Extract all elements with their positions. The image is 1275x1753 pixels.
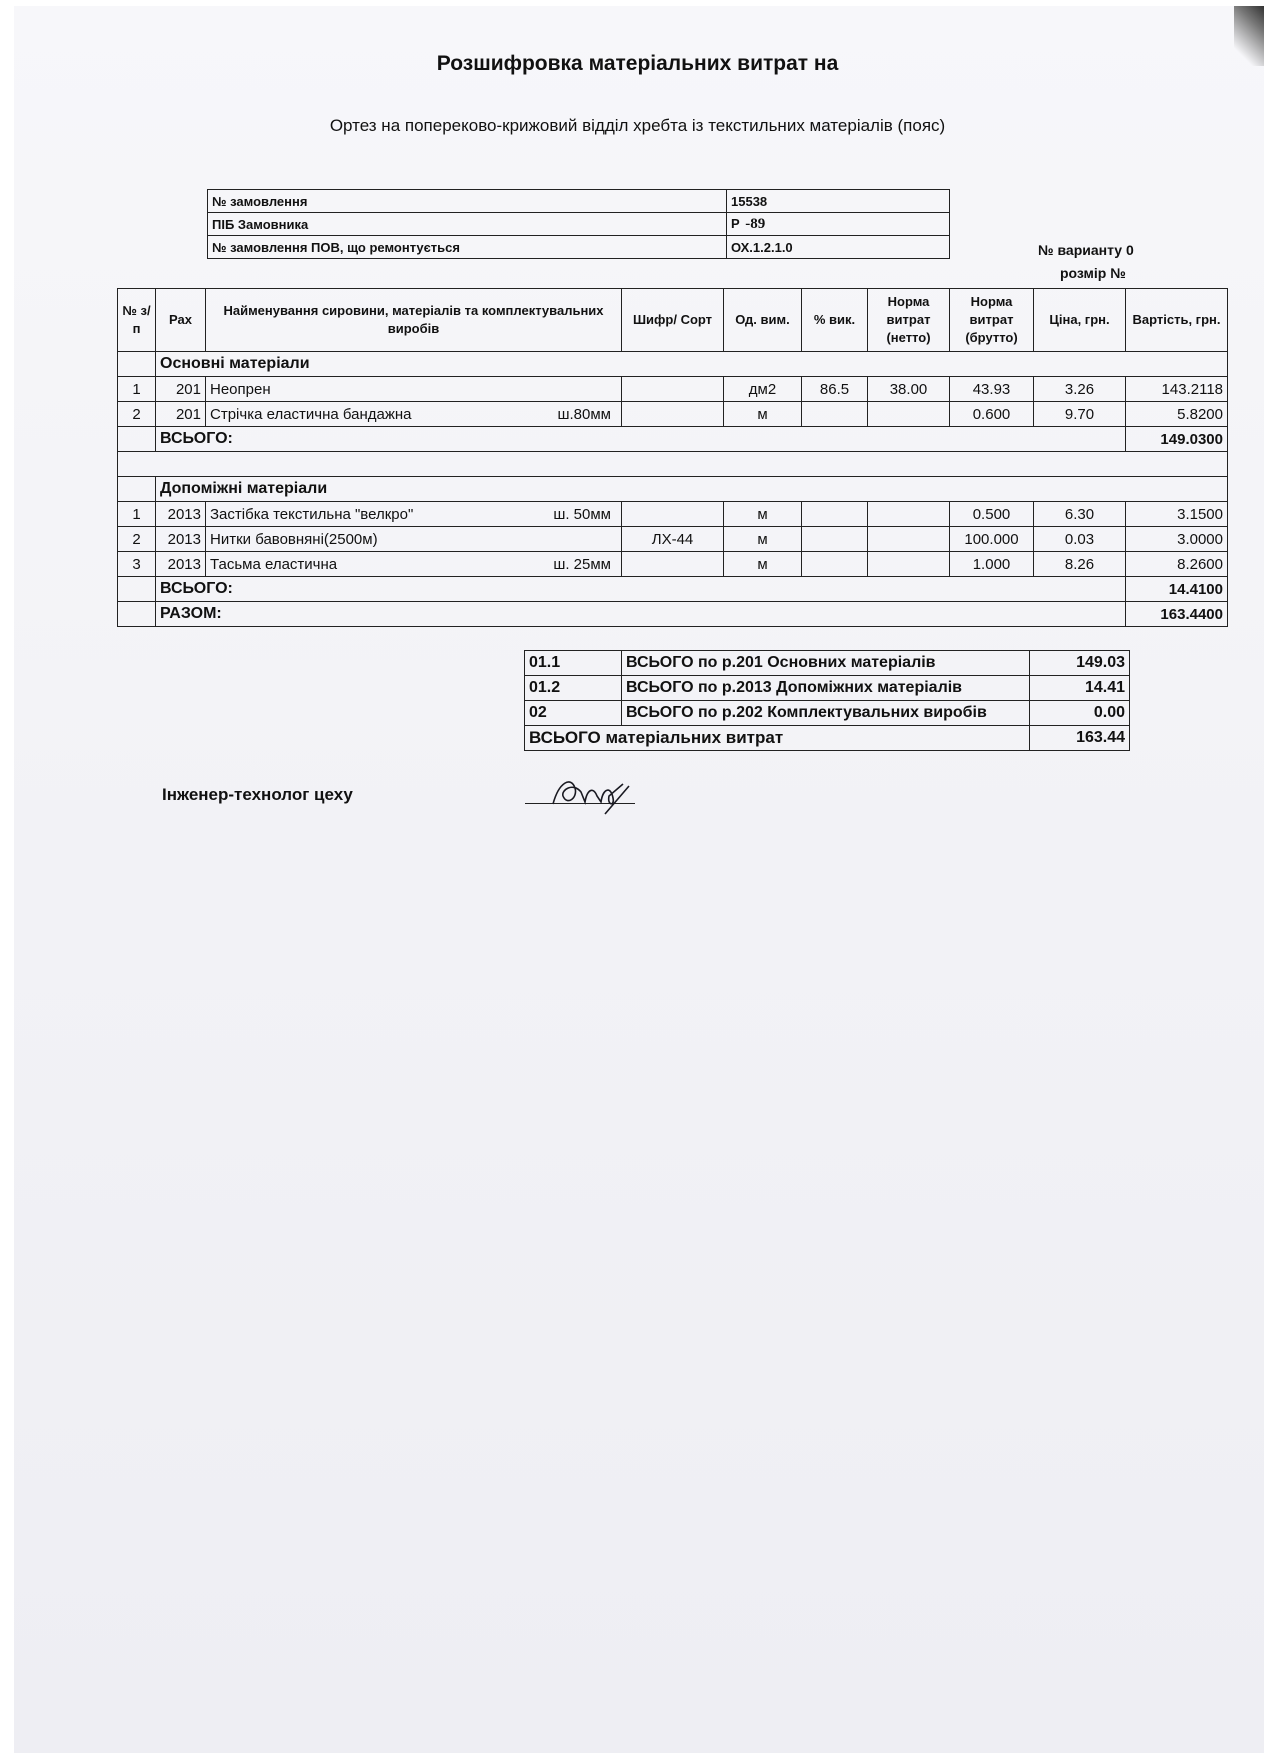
summary-code: 01.2 bbox=[525, 676, 622, 701]
row-price: 3.26 bbox=[1034, 377, 1126, 402]
row-name-text: Стрічка еластична бандажна bbox=[210, 405, 412, 423]
row-unit: м bbox=[724, 527, 802, 552]
row-rah: 201 bbox=[156, 377, 206, 402]
row-code bbox=[622, 502, 724, 527]
col-net: Норма витрат (нетто) bbox=[868, 289, 950, 352]
section-total-value: 149.0300 bbox=[1126, 427, 1228, 452]
row-name-text: Тасьма еластична bbox=[210, 555, 338, 573]
row-name bbox=[206, 527, 622, 552]
row-gross: 0.600 bbox=[950, 402, 1034, 427]
row-code bbox=[622, 552, 724, 577]
row-unit: м bbox=[724, 402, 802, 427]
row-rah: 201 bbox=[156, 402, 206, 427]
summary-value: 149.03 bbox=[1030, 651, 1130, 676]
row-note: ш. 25мм bbox=[553, 555, 611, 573]
summary-code: 02 bbox=[525, 701, 622, 726]
section-title-row bbox=[118, 352, 1228, 377]
row-name bbox=[206, 402, 622, 427]
variant-number: № варианту 0 bbox=[1038, 242, 1134, 258]
row-cost: 3.1500 bbox=[1126, 502, 1228, 527]
row-code bbox=[622, 402, 724, 427]
materials-table bbox=[117, 288, 1228, 627]
section-total-label: ВСЬОГО: bbox=[156, 427, 1126, 452]
table-row bbox=[118, 402, 1228, 427]
grand-total-value: 163.4400 bbox=[1126, 602, 1228, 627]
col-num: № з/п bbox=[118, 289, 156, 352]
section-title-row bbox=[118, 477, 1228, 502]
table-row bbox=[118, 502, 1228, 527]
summary-total-row bbox=[525, 726, 1130, 751]
summary-total-label: ВСЬОГО матеріальних витрат bbox=[525, 726, 1030, 751]
row-rah: 2013 bbox=[156, 527, 206, 552]
document-subtitle: Ортез на попереково-крижовий відділ хребта із текстильних матеріалів (пояс) bbox=[329, 116, 946, 135]
row-num: 1 bbox=[118, 377, 156, 402]
row-price: 0.03 bbox=[1034, 527, 1126, 552]
table-row bbox=[118, 552, 1228, 577]
customer-value bbox=[727, 213, 950, 236]
col-cost: Вартість, грн. bbox=[1126, 289, 1228, 352]
row-cost: 8.2600 bbox=[1126, 552, 1228, 577]
row-rah: 2013 bbox=[156, 502, 206, 527]
col-unit: Од. вим. bbox=[724, 289, 802, 352]
row-net bbox=[868, 552, 950, 577]
order-value: 15538 bbox=[727, 190, 950, 213]
row-price: 6.30 bbox=[1034, 502, 1126, 527]
section-total-label: ВСЬОГО: bbox=[156, 577, 1126, 602]
section-total-row bbox=[118, 427, 1228, 452]
row-price: 9.70 bbox=[1034, 402, 1126, 427]
row-gross: 43.93 bbox=[950, 377, 1034, 402]
row-unit: дм2 bbox=[724, 377, 802, 402]
table-row bbox=[118, 527, 1228, 552]
summary-value: 0.00 bbox=[1030, 701, 1130, 726]
row-cost: 3.0000 bbox=[1126, 527, 1228, 552]
row-num: 2 bbox=[118, 402, 156, 427]
row-note: ш. 50мм bbox=[553, 505, 611, 523]
row-net bbox=[868, 502, 950, 527]
spacer-row bbox=[118, 452, 1228, 477]
handwritten-signature bbox=[545, 762, 645, 822]
pov-label: № замовлення ПОВ, що ремонтується bbox=[208, 236, 727, 259]
row-price: 8.26 bbox=[1034, 552, 1126, 577]
summary-total-value: 163.44 bbox=[1030, 726, 1130, 751]
row-note: ш.80мм bbox=[557, 405, 611, 423]
row-name-text: Неопрен bbox=[210, 380, 271, 398]
col-gross: Норма витрат (брутто) bbox=[950, 289, 1034, 352]
table-header bbox=[118, 289, 1228, 352]
customer-label: ПІБ Замовника bbox=[208, 213, 727, 236]
row-net bbox=[868, 402, 950, 427]
section-aux-title: Допоміжні матеріали bbox=[156, 477, 1228, 502]
customer-row bbox=[208, 213, 950, 236]
row-yield bbox=[802, 527, 868, 552]
row-net bbox=[868, 527, 950, 552]
order-info-table bbox=[207, 189, 950, 259]
row-num: 2 bbox=[118, 527, 156, 552]
signature-label: Інженер-технолог цеху bbox=[162, 785, 353, 804]
row-name-text: Нитки бавовняні(2500м) bbox=[210, 530, 378, 548]
section-main-title: Основні матеріали bbox=[156, 352, 1228, 377]
row-gross: 100.000 bbox=[950, 527, 1034, 552]
row-yield bbox=[802, 502, 868, 527]
summary-code: 01.1 bbox=[525, 651, 622, 676]
summary-row bbox=[525, 651, 1130, 676]
table-row bbox=[118, 377, 1228, 402]
col-code: Шифр/ Сорт bbox=[622, 289, 724, 352]
row-name bbox=[206, 502, 622, 527]
order-label: № замовлення bbox=[208, 190, 727, 213]
summary-label: ВСЬОГО по р.2013 Допоміжних матеріалів bbox=[622, 676, 1030, 701]
row-num: 3 bbox=[118, 552, 156, 577]
row-net: 38.00 bbox=[868, 377, 950, 402]
summary-label: ВСЬОГО по р.201 Основних матеріалів bbox=[622, 651, 1030, 676]
row-code: ЛХ-44 bbox=[622, 527, 724, 552]
col-rah: Рах bbox=[156, 289, 206, 352]
size-number: розмір № bbox=[1060, 265, 1126, 281]
row-name-text: Застібка текстильна "велкро" bbox=[210, 505, 414, 523]
section-total-value: 14.4100 bbox=[1126, 577, 1228, 602]
summary-label: ВСЬОГО по р.202 Комплектувальних виробів bbox=[622, 701, 1030, 726]
col-name: Найменування сировини, матеріалів та комплектувальних виробів bbox=[206, 289, 622, 352]
row-num: 1 bbox=[118, 502, 156, 527]
col-yield: % вик. bbox=[802, 289, 868, 352]
grand-total-row bbox=[118, 602, 1228, 627]
row-gross: 1.000 bbox=[950, 552, 1034, 577]
row-unit: м bbox=[724, 502, 802, 527]
section-total-row bbox=[118, 577, 1228, 602]
order-row bbox=[208, 190, 950, 213]
row-gross: 0.500 bbox=[950, 502, 1034, 527]
pov-row bbox=[208, 236, 950, 259]
row-cost: 143.2118 bbox=[1126, 377, 1228, 402]
customer-number: -89 bbox=[745, 215, 766, 232]
summary-row bbox=[525, 676, 1130, 701]
summary-row bbox=[525, 701, 1130, 726]
col-price: Ціна, грн. bbox=[1034, 289, 1126, 352]
row-code bbox=[622, 377, 724, 402]
summary-table bbox=[524, 650, 1130, 751]
row-yield bbox=[802, 402, 868, 427]
row-name bbox=[206, 552, 622, 577]
row-name bbox=[206, 377, 622, 402]
row-yield: 86.5 bbox=[802, 377, 868, 402]
row-unit: м bbox=[724, 552, 802, 577]
customer-initial: Р bbox=[731, 215, 740, 231]
row-cost: 5.8200 bbox=[1126, 402, 1228, 427]
row-yield bbox=[802, 552, 868, 577]
document-title: Розшифровка матеріальних витрат на bbox=[436, 52, 839, 75]
pov-value: ОХ.1.2.1.0 bbox=[727, 236, 950, 259]
row-rah: 2013 bbox=[156, 552, 206, 577]
summary-value: 14.41 bbox=[1030, 676, 1130, 701]
grand-total-label: РАЗОМ: bbox=[156, 602, 1126, 627]
